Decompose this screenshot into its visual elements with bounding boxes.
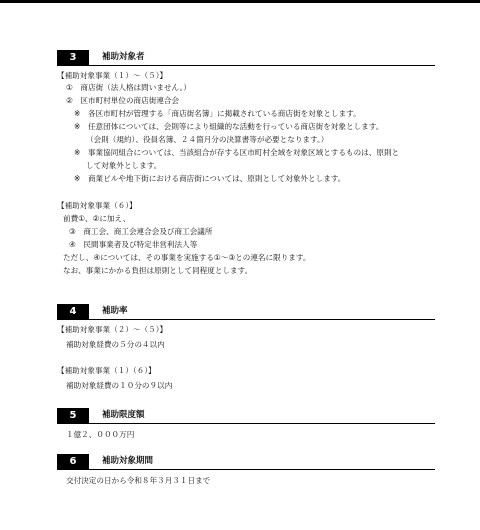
- s3-line-14: なお、事業にかかる負担は原則として同程度とします。: [63, 266, 253, 275]
- s3-line-12: ④ 民間事業者及び特定非営利法人等: [69, 240, 198, 249]
- section-3-number: 3: [57, 50, 89, 65]
- s3-line-3: ※ 各区市町村が管理する「商店街名簿」に掲載されている商店街を対象とします。: [74, 109, 361, 118]
- top-border: [0, 0, 480, 3]
- s3-line-5: （会則（規約）、役員名簿、２４箇月分の決算書等が必要となります。）: [86, 135, 329, 144]
- section-4-number: 4: [57, 304, 89, 319]
- section-5-number: 5: [57, 408, 89, 423]
- section-6-header: [57, 454, 435, 470]
- s3-line-10: 前費①、②に加え、: [63, 214, 131, 223]
- s3-line-11: ③ 商工会、商工会連合会及び商工会議所: [69, 227, 213, 236]
- s3-line-2: ② 区市町村単位の商店街連合会: [66, 96, 180, 105]
- s3-line-7: して対象外とします。: [86, 161, 162, 170]
- section-3-title: 補助対象者: [102, 52, 145, 62]
- s4-line-2: 【補助対象事業（１）（６）】: [57, 366, 156, 375]
- s3-line-1: ① 商店街（法人格は問いません。）: [66, 83, 191, 92]
- s3-line-8: ※ 商業ビルや地下街における商店街については、原則として対象外とします。: [74, 174, 346, 183]
- s4-line-0: 【補助対象事業（２）～（５）】: [57, 325, 168, 334]
- section-4-title: 補助率: [102, 306, 128, 316]
- s4-line-3: 補助対象経費の１０分の９以内: [66, 381, 173, 390]
- s3-line-4: ※ 任意団体については、会則等により組織的な活動を行っている商店街を対象とします。: [74, 122, 384, 131]
- s3-line-9: 【補助対象事業（６）】: [57, 201, 137, 210]
- s3-line-13: ただし、④については、その事業を実施する①～③との連名に限ります。: [63, 253, 311, 262]
- s5-line-0: １億２、０００万円: [66, 430, 135, 439]
- section-4-header: [57, 304, 435, 320]
- section-5-title: 補助限度額: [102, 410, 145, 420]
- section-6-title: 補助対象期間: [102, 456, 154, 466]
- s6-line-0: 交付決定の日から令和８年３月３１日まで: [66, 476, 211, 485]
- s4-line-1: 補助対象経費の５分の４以内: [66, 340, 165, 349]
- section-6-number: 6: [57, 454, 89, 469]
- section-3-header: [57, 50, 435, 66]
- s3-line-6: ※ 事業協同組合については、当該組合が存する区市町村全域を対象区域とするものは、原則と: [74, 148, 400, 157]
- section-5-header: [57, 408, 435, 424]
- s3-line-0: 【補助対象事業（１）～（５）】: [57, 71, 168, 80]
